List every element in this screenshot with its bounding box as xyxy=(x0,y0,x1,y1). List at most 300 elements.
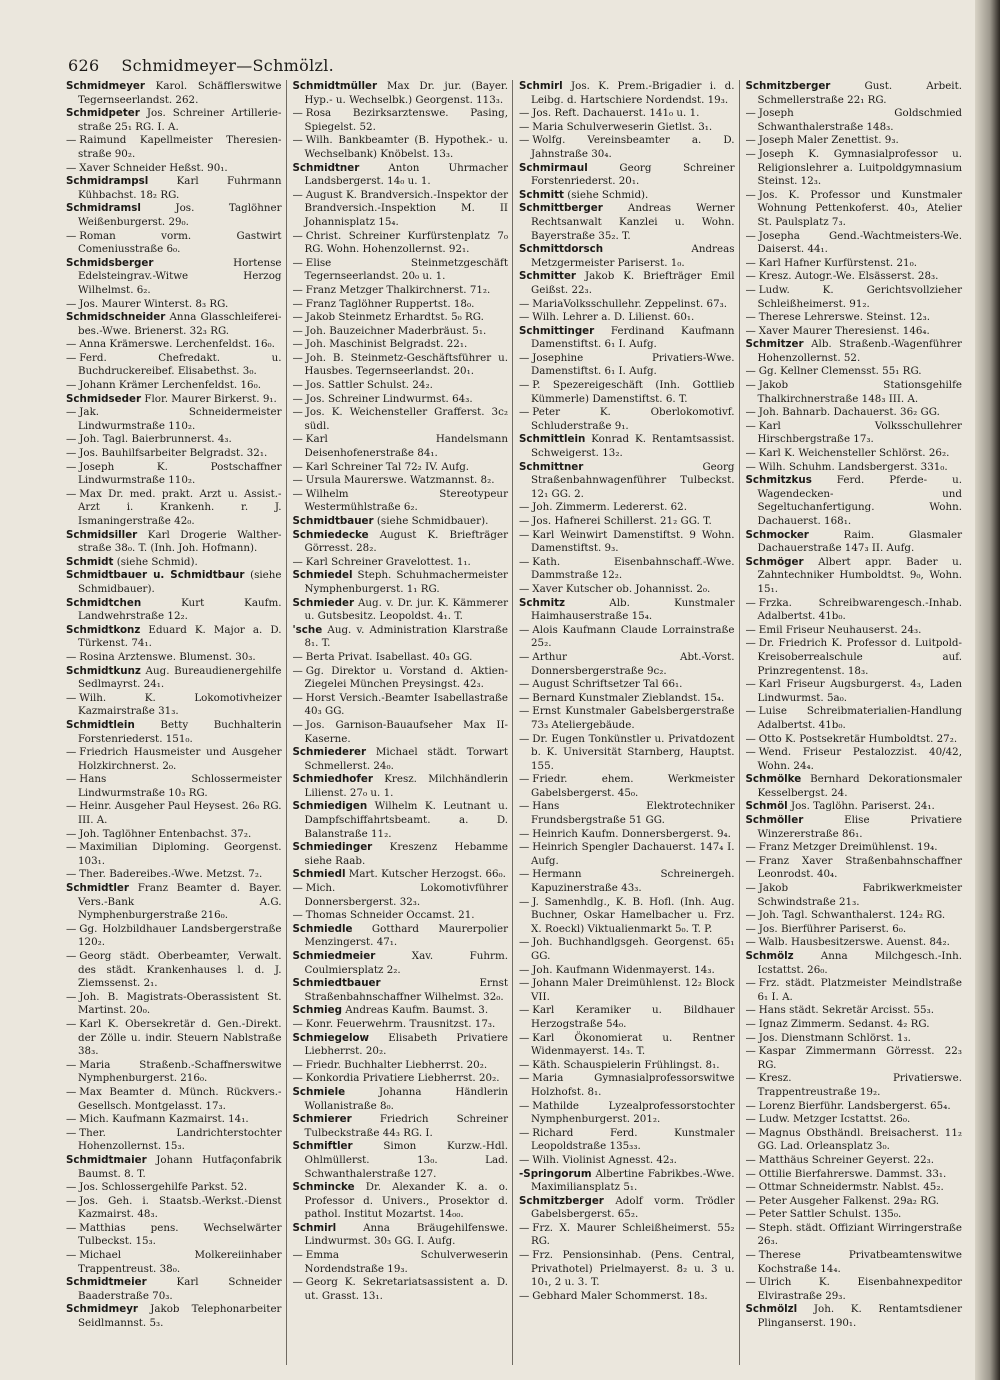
repeat-dash: — xyxy=(66,1113,77,1126)
entry-text: Karl K. Weichensteller Schlörst. 26₂. xyxy=(758,447,950,460)
directory-entry xyxy=(746,107,963,134)
entry-surname: Schmidtkunz xyxy=(66,664,141,677)
entry-text: Ferdinand Kaufmann Damenstiftst. 6₁ I. Aufg. xyxy=(531,324,735,351)
repeat-dash: — xyxy=(66,1221,77,1234)
entry-text: Otto K. Postsekretär Humboldtst. 27₂. xyxy=(758,732,958,745)
directory-entry xyxy=(519,624,735,651)
entry-surname: Schmirl xyxy=(292,1221,337,1234)
directory-entry xyxy=(66,298,282,312)
repeat-dash: — xyxy=(745,841,756,854)
directory-entry xyxy=(66,1127,282,1154)
entry-text: Wilh. K. Lokomotivheizer Kazmairstraße 31₃. xyxy=(78,691,282,718)
directory-entry xyxy=(746,325,963,339)
repeat-dash: — xyxy=(519,1058,530,1071)
directory-entry xyxy=(519,107,735,121)
directory-entry xyxy=(746,909,963,923)
entry-text: Joh. Bahnarb. Dachauerst. 36₂ GG. xyxy=(758,406,940,419)
entry-text: (siehe Schmidbauer). xyxy=(78,569,282,595)
repeat-dash: — xyxy=(519,936,530,949)
entry-text: Joh. Taglöhner Entenbachst. 37₂. xyxy=(79,827,252,840)
directory-entry xyxy=(66,597,282,624)
directory-entry xyxy=(66,433,282,447)
directory-entry xyxy=(66,230,282,257)
repeat-dash: — xyxy=(292,351,303,364)
repeat-dash: — xyxy=(745,746,756,759)
entry-text: Maria Straßenb.-Schaffnerswitwe Nymphenburgerst. 216₀. xyxy=(78,1058,282,1085)
entry-surname: Schmidtbauer u. Schmidtbaur xyxy=(66,569,245,582)
repeat-dash: — xyxy=(66,229,77,242)
entry-text: Dr. Alexander K. a. o. Professor d. Univers., Prosektor d. pathol. Institut Mozartst. 14₀₀. xyxy=(304,1181,508,1221)
entry-surname: Schmöl xyxy=(745,800,788,813)
entry-text: Alois Kaufmann Claude Lorrainstraße 25₂. xyxy=(531,623,735,650)
entry-text: Dr. Eugen Tonkünstler u. Privatdozent b. K. Universität Starnberg, Hauptst. 155. xyxy=(531,732,735,772)
entry-text: Jos. Schreiner Lindwurmst. 64₃. xyxy=(305,392,473,405)
entry-text: Wilh. Violinist Agnesst. 42₃. xyxy=(532,1153,677,1166)
entry-surname: Schmidpeter xyxy=(66,107,140,120)
entry-text: Flor. Maurer Birkerst. 9₁. xyxy=(144,392,277,405)
directory-entry xyxy=(746,1100,963,1114)
directory-entry xyxy=(746,1222,963,1249)
entry-text: Georg Straßenbahnwagenführer Tulbeckst. 12₁ GG. 2. xyxy=(531,460,735,500)
entry-text: Andreas Werner Rechtsanwalt Kanzlei u. Wohn. Bayerstraße 35₂. T. xyxy=(531,202,735,242)
directory-entry xyxy=(519,896,735,937)
repeat-dash: — xyxy=(519,1099,530,1112)
entry-text: Raimund Kapellmeister Theresien-straße 90₂. xyxy=(78,134,282,160)
directory-entry xyxy=(293,665,509,692)
repeat-dash: — xyxy=(745,1031,756,1044)
repeat-dash: — xyxy=(519,1126,530,1139)
entry-text: Heinrich Kaufm. Donnersbergerst. 9₄. xyxy=(532,827,731,840)
directory-entry xyxy=(519,298,735,312)
entry-text: Andreas Kaufm. Baumst. 3. xyxy=(345,1004,489,1017)
directory-entry xyxy=(66,746,282,773)
entry-surname: Schmitz xyxy=(519,596,566,609)
repeat-dash: — xyxy=(292,1276,303,1289)
repeat-dash: — xyxy=(745,1194,756,1207)
repeat-dash: — xyxy=(745,909,756,922)
repeat-dash: — xyxy=(745,1221,756,1234)
repeat-dash: — xyxy=(519,773,530,786)
directory-entry xyxy=(519,1154,735,1168)
entry-surname: Schmidmeyer xyxy=(66,80,145,92)
entry-text: Georg Schreiner Forstenriederst. 20₁. xyxy=(531,161,735,188)
repeat-dash: — xyxy=(519,623,530,636)
repeat-dash: — xyxy=(519,515,530,527)
entry-text: Joh. K. Rentamtsdiener Plinganserst. 190₁. xyxy=(757,1303,962,1330)
entry-text: Josepha Gend.-Wachtmeisters-We. Daiserst. 44₁. xyxy=(757,229,962,256)
directory-entry xyxy=(519,311,735,325)
repeat-dash: — xyxy=(292,229,303,242)
entry-text: Mich. Kaufmann Kazmairst. 14₁. xyxy=(79,1113,249,1126)
directory-entry xyxy=(746,1127,963,1154)
directory-entry xyxy=(746,936,963,950)
directory-entry xyxy=(746,189,963,230)
repeat-dash: — xyxy=(745,1045,756,1058)
entry-text: Dr. Friedrich K. Professor d. Luitpold-Kreisoberrealschule auf. Prinzregentenst. 18₃. xyxy=(757,637,962,677)
repeat-dash: — xyxy=(292,718,303,731)
directory-entry xyxy=(519,1168,735,1195)
entry-text: Kaspar Zimmermann Görresst. 22₃ RG. xyxy=(757,1045,962,1071)
entry-text: Karl K. Obersekretär d. Gen.-Direkt. der Zölle u. indir. Steuern Nablstraße 38₃. xyxy=(78,1017,282,1058)
directory-entry xyxy=(519,515,735,529)
directory-entry xyxy=(66,991,282,1018)
directory-entry xyxy=(66,1195,282,1222)
directory-entry xyxy=(519,597,735,624)
directory-entry xyxy=(293,746,509,773)
directory-entry xyxy=(519,692,735,706)
repeat-dash: — xyxy=(745,1017,756,1030)
repeat-dash: — xyxy=(519,582,530,595)
directory-entry xyxy=(519,733,735,774)
entry-text: Hans Elektrotechniker Frundsbergstraße 51 GG. xyxy=(531,800,735,827)
directory-entry xyxy=(746,134,963,148)
entry-surname: 'sche xyxy=(292,623,323,636)
entry-text: Kresz. Privatierswe. Trappentreustraße 19₂. xyxy=(757,1072,962,1098)
repeat-dash: — xyxy=(745,1072,756,1085)
directory-entry xyxy=(293,624,509,651)
directory-entry xyxy=(66,311,282,338)
directory-entry xyxy=(66,1181,282,1195)
repeat-dash: — xyxy=(519,963,530,976)
directory-entry xyxy=(66,461,282,488)
entry-text: Max Dr. jur. (Bayer. Hyp.- u. Wechselbk.) Georgenst. 113₃. xyxy=(304,80,508,106)
entry-text: Kurt Kaufm. Landwehrstraße 12₂. xyxy=(78,596,282,623)
entry-text: Thomas Schneider Occamst. 21. xyxy=(305,909,475,922)
entry-surname: Schmitzkus xyxy=(745,474,812,487)
entry-surname: Schmitzberger xyxy=(745,80,831,92)
entry-text: Albert appr. Bader u. Zahntechniker Humboldtst. 9₀, Wohn. 15₁. xyxy=(757,555,962,595)
entry-text: Therese Lehrerswe. Steinst. 12₃. xyxy=(758,311,930,324)
entry-surname: Schmidseder xyxy=(66,392,142,405)
repeat-dash: — xyxy=(745,134,756,147)
repeat-dash: — xyxy=(292,283,303,296)
repeat-dash: — xyxy=(519,1249,530,1262)
repeat-dash: — xyxy=(292,311,303,324)
entry-text: Jos. K. Professor und Kunstmaler Wohnung Pettenkoferst. 40₃, Atelier St. Paulsplatz 7₃. xyxy=(757,188,962,228)
repeat-dash: — xyxy=(745,460,756,473)
directory-entry xyxy=(66,719,282,746)
entry-text: Konrad K. Rentamtsassist. Schweigerst. 13₂. xyxy=(531,433,735,460)
entry-text: Jos. Maurer Winterst. 8₃ RG. xyxy=(79,297,229,310)
repeat-dash: — xyxy=(745,270,756,283)
directory-entry xyxy=(746,950,963,977)
entry-text: Wilh. Schuhm. Landsbergerst. 331₀. xyxy=(758,460,948,473)
entry-text: Kresz. Milchhändlerin Lilienst. 27₀ u. 1. xyxy=(304,773,508,799)
entry-text: Johann Maler Dreimühlenst. 12₂ Block VII. xyxy=(531,977,735,1003)
entry-text: Joh. Buchhandlgsgeh. Georgenst. 65₁ GG. xyxy=(531,936,735,962)
entry-text: Rosina Arztenswe. Blumenst. 30₃. xyxy=(79,650,256,663)
directory-entry xyxy=(519,162,735,189)
entry-text: Anna Krämerswe. Lerchenfeldst. 16₀. xyxy=(79,338,275,351)
entry-surname: Schmiedhofer xyxy=(292,773,373,786)
directory-entry xyxy=(293,1004,509,1018)
entry-text: J. Samenhdlg., K. B. Hofl. (Inh. Aug. Buchner, Oskar Hamelbacher u. Frz. X. Roeckl) Viktualienmarkt 5₀. T. P. xyxy=(531,895,735,935)
repeat-dash: — xyxy=(519,120,530,133)
entry-surname: Schmidtmeier xyxy=(66,1276,147,1289)
entry-text: Ludw. Metzger Icstattst. 26₀. xyxy=(758,1113,911,1126)
entry-text: Simon Kurzw.-Hdl. Ohlmüllerst. 13₀. Lad. Schwanthalerstraße 127. xyxy=(304,1140,508,1180)
entry-text: Matthias pens. Wechselwärter Tulbeckst. 15₃. xyxy=(78,1221,282,1248)
entry-text: Joh. Bauzeichner Maderbräust. 5₁. xyxy=(305,324,487,337)
directory-entry xyxy=(293,311,509,325)
directory-column xyxy=(66,80,287,1365)
directory-entry xyxy=(293,692,509,719)
entry-text: Bernhard Dekorationsmaler Kesselbergst. 24. xyxy=(757,773,962,799)
entry-text: Karl Volksschullehrer Hirschbergstraße 17₃. xyxy=(757,419,962,446)
entry-text: Peter K. Oberlokomotivf. Schluderstraße 9₁. xyxy=(531,406,735,432)
directory-entry xyxy=(746,624,963,638)
entry-text: Lorenz Bierführ. Landsbergerst. 65₄. xyxy=(758,1099,951,1112)
entry-text: Jos. Schlossergehilfe Parkst. 52. xyxy=(79,1181,248,1194)
entry-text: Josephine Privatiers-Wwe. Damenstiftst. 6₁ I. Aufg. xyxy=(531,351,735,378)
repeat-dash: — xyxy=(519,650,530,663)
directory-entry xyxy=(519,1290,735,1304)
entry-text: Jos. Bierführer Pariserst. 6₀. xyxy=(758,922,907,935)
entry-text: Ottilie Bierfahrerswe. Dammst. 33₁. xyxy=(758,1167,947,1180)
repeat-dash: — xyxy=(745,854,756,867)
entry-text: Max Beamter d. Münch. Rückvers.-Gesellsch. Montgelasst. 17₃. xyxy=(78,1085,282,1112)
entry-text: August K. Brandversich.-Inspektor der Brandversich.-Inspektion M. II Johannisplatz 15₄. xyxy=(304,188,508,228)
entry-text: Friedrich Hausmeister und Ausgeher Holzkirchnerst. 2₀. xyxy=(78,746,282,772)
directory-entry xyxy=(519,501,735,515)
directory-entry xyxy=(519,379,735,406)
directory-entry xyxy=(293,338,509,352)
entry-surname: Schmidtner xyxy=(292,161,360,174)
directory-entry xyxy=(519,800,735,827)
entry-text: Maria Schulverweserin Gietlst. 3₁. xyxy=(532,120,713,133)
repeat-dash: — xyxy=(66,1058,77,1071)
directory-entry xyxy=(293,488,509,515)
directory-entry xyxy=(66,800,282,827)
entry-text: August Schriftsetzer Tal 66₁. xyxy=(532,678,683,691)
directory-entry xyxy=(293,1059,509,1073)
directory-column xyxy=(746,80,967,1365)
directory-entry xyxy=(66,162,282,176)
entry-text: Hermann Schreinergeh. Kapuzinerstraße 43₃. xyxy=(531,868,735,895)
entry-text: (siehe Schmidbauer). xyxy=(376,515,489,527)
directory-entry xyxy=(746,1249,963,1276)
entry-text: Karl Ökonomierat u. Rentner Widenmayerst. 14₃. T. xyxy=(531,1031,735,1058)
entry-text: Max Dr. med. prakt. Arzt u. Assist.-Arzt i. Krankenh. r. J. Ismaningerstraße 42₀. xyxy=(78,487,282,527)
entry-text: Ignaz Zimmerm. Sedanst. 4₂ RG. xyxy=(758,1017,930,1030)
directory-entry xyxy=(293,393,509,407)
directory-entry xyxy=(66,828,282,842)
entry-text: Frzka. Schreibwarengesch.-Inhab. Adalbertst. 41b₀. xyxy=(757,596,962,623)
entry-text: Jos. K. Prem.-Brigadier i. d. Leibg. d. Hartschiere Nordendst. 19₃. xyxy=(531,80,735,106)
entry-text: Johanna Händlerin Wollanistraße 8₀. xyxy=(304,1085,508,1112)
entry-text: Alb. Straßenb.-Wagenführer Hohenzollernst. 52. xyxy=(757,338,962,364)
directory-entry xyxy=(66,1018,282,1059)
repeat-dash: — xyxy=(66,351,77,364)
entry-text: Wilhelm Stereotypeur Westermühlstraße 6₂. xyxy=(304,487,508,514)
entry-text: Jakob Stationsgehilfe Thalkirchnerstraße 148₃ III. A. xyxy=(757,379,962,405)
entry-surname: Schmölzl xyxy=(745,1303,798,1316)
entry-text: Elisabeth Privatiere Liebherrst. 20₂. xyxy=(304,1031,508,1058)
entry-text: Jakob Fabrikwerkmeister Schwindstraße 21₃. xyxy=(757,882,962,908)
repeat-dash: — xyxy=(292,1017,303,1030)
entry-text: Karl Drogerie Walther-straße 38₀. T. (Inh. Joh. Hofmann). xyxy=(78,528,282,555)
directory-entry xyxy=(746,773,963,800)
directory-column xyxy=(519,80,740,1365)
entry-text: Anna Bräugehilfenswe. Lindwurmst. 30₃ GG. I. Aufg. xyxy=(304,1221,508,1248)
repeat-dash: — xyxy=(745,637,756,650)
repeat-dash: — xyxy=(292,256,303,269)
entry-text: Ther. Badereibes.-Wwe. Metzst. 7₂. xyxy=(79,868,263,881)
directory-entry xyxy=(293,1222,509,1249)
repeat-dash: — xyxy=(66,487,77,500)
repeat-dash: — xyxy=(66,406,77,419)
directory-entry xyxy=(746,1045,963,1072)
repeat-dash: — xyxy=(519,800,530,813)
repeat-dash: — xyxy=(66,1194,77,1207)
repeat-dash: — xyxy=(519,1221,530,1234)
directory-entry xyxy=(519,529,735,556)
entry-text: Aug. Bureaudienergehilfe Sedlmayrst. 24₁. xyxy=(78,664,282,691)
repeat-dash: — xyxy=(66,827,77,840)
repeat-dash: — xyxy=(292,1058,303,1071)
entry-surname: Schmidtmüller xyxy=(292,80,378,92)
entry-text: Peter Ausgeher Falkenst. 29a₂ RG. xyxy=(758,1194,940,1207)
directory-entry xyxy=(66,134,282,161)
entry-surname: Schmidtchen xyxy=(66,596,142,609)
repeat-dash: — xyxy=(519,977,530,990)
entry-text: Anna Glasschleiferei-bes.-Wwe. Brienerst. 32₃ RG. xyxy=(78,311,282,337)
directory-entry xyxy=(519,270,735,297)
repeat-dash: — xyxy=(66,650,77,663)
entry-surname: Schmidtbauer xyxy=(292,515,374,527)
directory-entry xyxy=(293,1018,509,1032)
entry-text: Jakob K. Briefträger Emil Geißst. 22₃. xyxy=(531,270,735,296)
directory-entry xyxy=(66,488,282,529)
entry-surname: Schmieder xyxy=(292,596,355,609)
directory-entry xyxy=(746,882,963,909)
repeat-dash: — xyxy=(519,501,530,514)
entry-text: Hortense Edelsteingrav.-Witwe Herzog Wilhelmst. 6₂. xyxy=(78,256,282,296)
directory-entry xyxy=(746,379,963,406)
repeat-dash: — xyxy=(745,107,756,120)
entry-text: Xaver Maurer Theresienst. 146₄. xyxy=(758,324,930,337)
directory-entry xyxy=(293,107,509,134)
entry-text: Joh. B. Steinmetz-Geschäftsführer u. Hausbes. Tegernseerlandst. 20₁. xyxy=(304,351,508,378)
entry-text: Jakob Telephonarbeiter Seidlmannst. 5₃. xyxy=(78,1303,282,1330)
entry-text: Hans Schlossermeister Lindwurmstraße 10₃ RG. xyxy=(78,773,282,799)
repeat-dash: — xyxy=(66,1249,77,1262)
entry-text: Mathilde Lyzealprofessorstochter Nymphenburgerst. 201₂. xyxy=(531,1099,735,1126)
entry-text: Franz Beamter d. Bayer. Vers.-Bank A.G. Nymphenburgerstraße 216₀. xyxy=(78,882,282,922)
repeat-dash: — xyxy=(66,990,77,1003)
entry-text: Ludw. K. Gerichtsvollzieher Schleißheimerst. 91₂. xyxy=(757,283,962,310)
repeat-dash: — xyxy=(745,596,756,609)
directory-entry xyxy=(746,270,963,284)
directory-entry xyxy=(66,80,282,107)
repeat-dash: — xyxy=(66,746,77,759)
entry-text: Xaver Schneider Heßst. 90₁. xyxy=(79,161,228,174)
directory-entry xyxy=(746,230,963,257)
entry-surname: Schmincke xyxy=(292,1181,355,1194)
entry-text: Elise Privatiere Winzererstraße 86₁. xyxy=(757,814,962,840)
entry-text: Karl Handelsmann Deisenhofenerstraße 84₁. xyxy=(304,433,508,460)
entry-text: Joh. Kaufmann Widenmayerst. 14₃. xyxy=(532,963,715,976)
repeat-dash: — xyxy=(66,691,77,704)
repeat-dash: — xyxy=(745,732,756,745)
repeat-dash: — xyxy=(745,1113,756,1126)
directory-entry xyxy=(66,257,282,298)
entry-surname: Schmidtlein xyxy=(66,718,135,731)
entry-text: Kreszenz Hebamme siehe Raab. xyxy=(304,841,508,867)
directory-entry xyxy=(293,800,509,841)
entry-text: Raim. Glasmaler Dachauerstraße 147₃ II. Aufg. xyxy=(757,528,962,555)
directory-entry xyxy=(293,556,509,570)
repeat-dash: — xyxy=(745,882,756,895)
entry-text: Heinr. Ausgeher Paul Heysest. 26₀ RG. III. A. xyxy=(78,800,282,827)
repeat-dash: — xyxy=(292,882,303,895)
entry-text: Joseph Maler Zenettist. 9₃. xyxy=(758,134,899,147)
repeat-dash: — xyxy=(519,406,530,419)
directory-entry xyxy=(66,651,282,665)
entry-text: Maximilian Diploming. Georgenst. 103₁. xyxy=(78,841,282,867)
directory-entry xyxy=(519,461,735,502)
repeat-dash: — xyxy=(66,950,77,962)
directory-entry xyxy=(746,284,963,311)
repeat-dash: — xyxy=(745,229,756,242)
directory-entry xyxy=(519,868,735,895)
directory-entry xyxy=(519,406,735,433)
entry-text: Eduard K. Major a. D. Türkenst. 74₁. xyxy=(78,623,282,650)
repeat-dash: — xyxy=(745,922,756,935)
entry-text: Ulrich K. Eisenbahnexpeditor Elvirastraße 29₃. xyxy=(757,1276,962,1302)
directory-entry xyxy=(746,1276,963,1303)
entry-text: Konkordia Privatiere Liebherrst. 20₂. xyxy=(305,1072,500,1085)
entry-surname: Schmölz xyxy=(745,950,794,962)
repeat-dash: — xyxy=(519,691,530,704)
repeat-dash: — xyxy=(519,1153,530,1166)
entry-text: (siehe Schmid). xyxy=(567,188,649,201)
directory-entry xyxy=(293,134,509,161)
entry-text: (siehe Schmid). xyxy=(116,555,198,568)
entry-text: Gust. Arbeit. Schmellerstraße 22₁ RG. xyxy=(757,80,962,106)
directory-entry xyxy=(746,420,963,447)
directory-columns xyxy=(66,80,966,1365)
page-edge xyxy=(975,0,1000,1380)
entry-text: Friedr. Buchhalter Liebherrst. 20₂. xyxy=(305,1058,488,1071)
directory-entry xyxy=(66,569,282,596)
repeat-dash: — xyxy=(519,351,530,364)
directory-entry xyxy=(66,338,282,352)
repeat-dash: — xyxy=(292,297,303,310)
entry-surname: Schmittner xyxy=(519,460,584,473)
repeat-dash: — xyxy=(519,1004,530,1017)
directory-entry xyxy=(519,325,735,352)
directory-entry xyxy=(66,352,282,379)
directory-entry xyxy=(66,1303,282,1330)
entry-text: Jakob Steinmetz Erhardtst. 5₀ RG. xyxy=(305,311,484,324)
repeat-dash: — xyxy=(292,406,303,419)
directory-entry xyxy=(293,569,509,596)
entry-surname: Schmiftler xyxy=(292,1140,353,1153)
repeat-dash: — xyxy=(519,1031,530,1044)
entry-surname: Schmittlein xyxy=(519,433,586,446)
entry-text: Joseph K. Postschaffner Lindwurmstraße 110₂. xyxy=(78,460,282,487)
directory-entry xyxy=(66,175,282,202)
directory-entry xyxy=(519,705,735,732)
entry-text: Mich. Lokomotivführer Donnersbergerst. 32₃. xyxy=(304,882,508,908)
entry-surname: Schmidrampsl xyxy=(66,175,149,188)
entry-surname: Schmölke xyxy=(745,773,802,786)
entry-text: Franz Metzger Thalkirchnerst. 71₂. xyxy=(305,283,491,296)
directory-entry xyxy=(293,529,509,556)
entry-surname: Schmiedle xyxy=(292,922,353,935)
entry-text: Wolfg. Vereinsbeamter a. D. Jahnstraße 30₄. xyxy=(531,134,735,160)
